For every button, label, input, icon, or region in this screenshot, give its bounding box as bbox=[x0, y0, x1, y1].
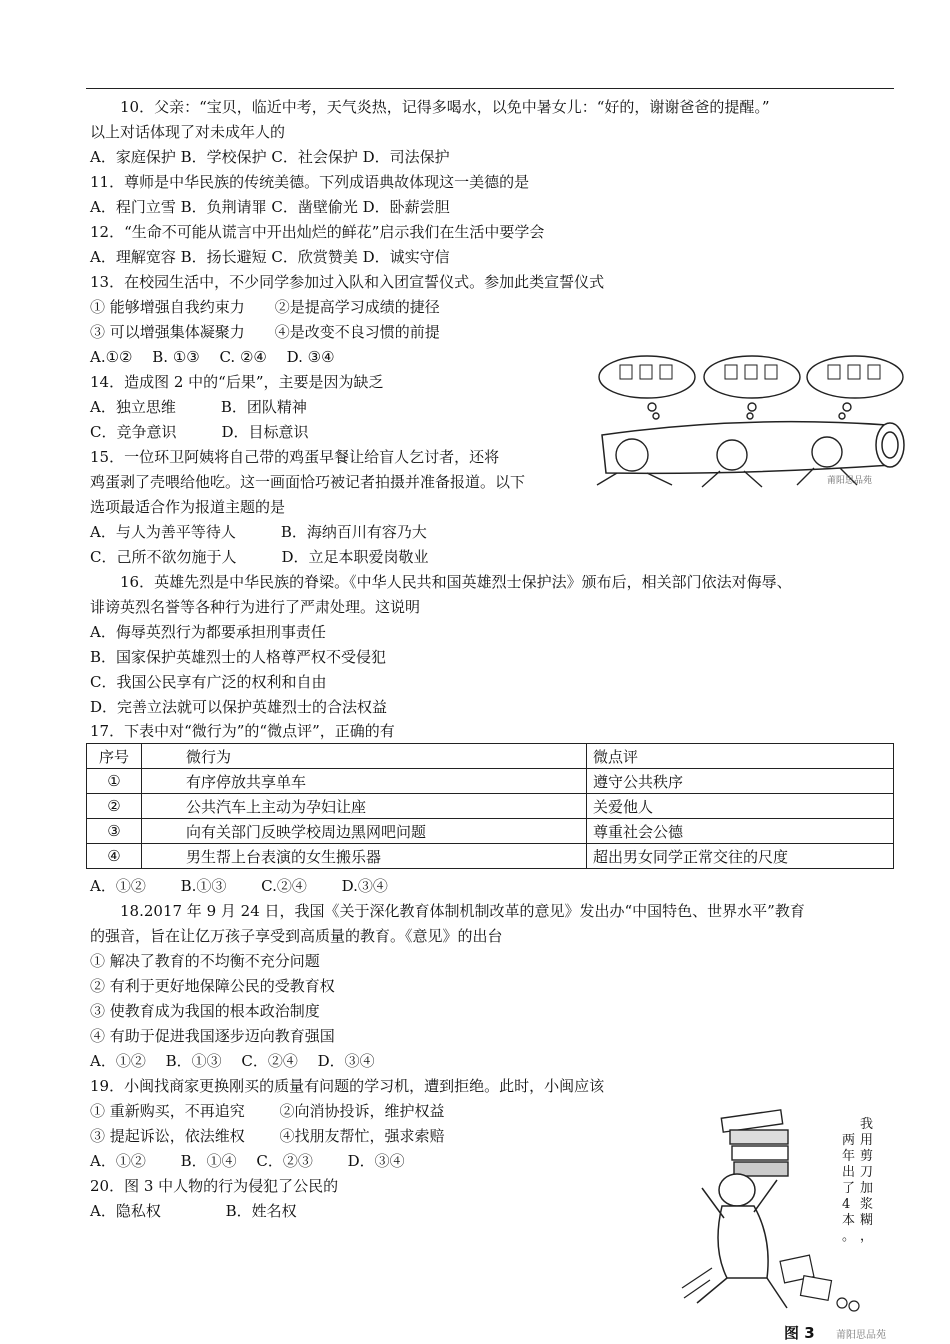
svg-text:，: ， bbox=[860, 1229, 874, 1244]
svg-text:刀: 刀 bbox=[860, 1165, 874, 1180]
q15-stem-1: 15．一位环卫阿姨将自己带的鸡蛋早餐让给盲人乞讨者，还将 bbox=[90, 448, 500, 466]
q17-options: A．①② B.①③ C.②④ D.③④ bbox=[90, 877, 388, 895]
table-cell: 遵守公共秩序 bbox=[587, 769, 894, 794]
svg-text:浆: 浆 bbox=[860, 1197, 874, 1212]
svg-text:加: 加 bbox=[860, 1181, 874, 1196]
q19-item2: ③ 提起诉讼，依法维权 ④找朋友帮忙，强求索赔 bbox=[90, 1127, 445, 1145]
q15-options-1: A．与人为善平等待人 B．海纳百川有容乃大 bbox=[90, 523, 427, 541]
q16-option-c: C．我国公民享有广泛的权利和自由 bbox=[90, 673, 327, 691]
table-cell: 向有关部门反映学校周边黑网吧问题 bbox=[142, 819, 587, 844]
q14-options-1: A．独立思维 B．团队精神 bbox=[90, 398, 307, 416]
svg-text:本: 本 bbox=[842, 1213, 856, 1228]
table-row bbox=[87, 794, 894, 819]
q19-stem: 19．小闽找商家更换刚买的质量有问题的学习机，遭到拒绝。此时，小闽应该 bbox=[90, 1077, 605, 1095]
q16-option-b: B．国家保护英雄烈士的人格尊严权不受侵犯 bbox=[90, 648, 387, 666]
q18-item4: ④ 有助于促进我国逐步迈向教育强国 bbox=[90, 1027, 335, 1045]
q14-stem: 14．造成图 2 中的“后果”，主要是因为缺乏 bbox=[90, 373, 384, 391]
svg-text:。: 。 bbox=[842, 1229, 856, 1244]
q13-stem: 13．在校园生活中，不少同学参加过入队和入团宣誓仪式。参加此类宣誓仪式 bbox=[90, 273, 605, 291]
svg-text:4: 4 bbox=[842, 1197, 851, 1212]
table-cell: 超出男女同学正常交往的尺度 bbox=[587, 844, 894, 869]
figure-2-watermark: 莆阳思品苑 bbox=[827, 476, 873, 486]
speech-text bbox=[842, 1117, 873, 1244]
q16-stem-1: 16．英雄先烈是中华民族的脊梁。《中华人民共和国英雄烈士保护法》颁布后，相关部门依法对侮辱、 bbox=[120, 573, 792, 591]
q20-options: A．隐私权 B．姓名权 bbox=[90, 1202, 297, 1220]
people bbox=[597, 437, 857, 487]
table-cell: 公共汽车上主动为孕妇让座 bbox=[142, 794, 587, 819]
table-cell: ② bbox=[87, 794, 142, 819]
q11-stem: 11．尊师是中华民族的传统美德。下列成语典故体现这一美德的是 bbox=[90, 173, 530, 191]
svg-text:两: 两 bbox=[842, 1133, 856, 1148]
person bbox=[697, 1174, 787, 1308]
q17-table bbox=[86, 743, 894, 869]
q10-stem: 10．父亲：“宝贝，临近中考，天气炎热，记得多喝水，以免中暑女儿：“好的，谢谢爸爸的提醒。” bbox=[120, 98, 770, 116]
table-row bbox=[87, 844, 894, 869]
q13-options: A.①② B. ①③ C. ②④ D. ③④ bbox=[90, 348, 335, 366]
figure-2-cartoon bbox=[592, 355, 918, 490]
q18-item1: ① 解决了教育的不均衡不充分问题 bbox=[90, 952, 320, 970]
q16-option-d: D．完善立法就可以保护英雄烈士的合法权益 bbox=[90, 698, 388, 716]
q10-options: A．家庭保护 B．学校保护 C．社会保护 D．司法保护 bbox=[90, 148, 450, 166]
table-cell: ④ bbox=[87, 844, 142, 869]
table-cell: 关爱他人 bbox=[587, 794, 894, 819]
watermark: 莆阳思品苑 bbox=[836, 1330, 886, 1341]
q19-options: A．①② B．①④ C．②③ D．③④ bbox=[90, 1152, 405, 1170]
q15-stem-3: 选项最适合作为报道主题的是 bbox=[90, 498, 286, 516]
book-stack bbox=[721, 1110, 788, 1176]
header-cell: 微点评 bbox=[587, 744, 894, 769]
svg-text:剪: 剪 bbox=[860, 1149, 874, 1164]
figure-3-cartoon bbox=[672, 1108, 898, 1330]
table-header-row bbox=[87, 744, 894, 769]
svg-text:出: 出 bbox=[842, 1165, 856, 1180]
q18-options: A．①② B．①③ C．②④ D．③④ bbox=[90, 1052, 375, 1070]
q11-options: A．程门立雪 B．负荆请罪 C．凿壁偷光 D．卧薪尝胆 bbox=[90, 198, 450, 216]
svg-text:年: 年 bbox=[842, 1149, 856, 1164]
table-cell: ① bbox=[87, 769, 142, 794]
q14-options-2: C．竞争意识 D．目标意识 bbox=[90, 423, 309, 441]
svg-text:糊: 糊 bbox=[860, 1213, 874, 1228]
q20-stem: 20．图 3 中人物的行为侵犯了公民的 bbox=[90, 1177, 339, 1195]
q19-item1: ① 重新购买，不再追究 ②向消协投诉，维护权益 bbox=[90, 1102, 445, 1120]
header-cell: 序号 bbox=[87, 744, 142, 769]
q10-stem-cont: 以上对话体现了对未成年人的 bbox=[90, 123, 286, 141]
q15-stem-2: 鸡蛋剥了壳喂给他吃。这一画面恰巧被记者拍摄并准备报道。以下 bbox=[90, 473, 526, 491]
q13-item2: ③ 可以增强集体凝聚力 ④是改变不良习惯的前提 bbox=[90, 323, 440, 341]
table-cell: 尊重社会公德 bbox=[587, 819, 894, 844]
log bbox=[602, 422, 904, 474]
table-cell: ③ bbox=[87, 819, 142, 844]
figure-3-caption: 图 3 bbox=[784, 1324, 815, 1342]
q16-stem-2: 诽谤英烈名誉等各种行为进行了严肃处理。这说明 bbox=[90, 598, 421, 616]
svg-text:了: 了 bbox=[842, 1181, 856, 1196]
q16-option-a: A．侮辱英烈行为都要承担刑事责任 bbox=[90, 623, 326, 641]
svg-text:用: 用 bbox=[860, 1133, 874, 1148]
header-rule bbox=[86, 88, 894, 89]
q12-options: A．理解宽容 B．扬长避短 C．欣赏赞美 D．诚实守信 bbox=[90, 248, 450, 266]
q15-options-2: C．己所不欲勿施于人 D．立足本职爱岗敬业 bbox=[90, 548, 429, 566]
q18-item2: ② 有利于更好地保障公民的受教育权 bbox=[90, 977, 335, 995]
table-row bbox=[87, 819, 894, 844]
q18-stem-2: 的强音，旨在让亿万孩子享受到高质量的教育。《意见》的出台 bbox=[90, 927, 503, 945]
q18-stem-1: 18.2017 年 9 月 24 日，我国《关于深化教育体制机制改革的意见》发出办“中国特色、世界水平”教育 bbox=[120, 902, 805, 920]
q12-stem: 12．“生命不可能从谎言中开出灿烂的鲜花”启示我们在生活中要学会 bbox=[90, 223, 545, 241]
q17-stem: 17．下表中对“微行为”的“微点评”，正确的有 bbox=[90, 722, 395, 740]
header-cell: 微行为 bbox=[142, 744, 587, 769]
table-cell: 男生帮上台表演的女生搬乐器 bbox=[142, 844, 587, 869]
table-row bbox=[87, 769, 894, 794]
svg-text:我: 我 bbox=[860, 1117, 874, 1132]
table-cell: 有序停放共享单车 bbox=[142, 769, 587, 794]
q13-item1: ① 能够增强自我约束力 ②是提高学习成绩的捷径 bbox=[90, 298, 440, 316]
q18-item3: ③ 使教育成为我国的根本政治制度 bbox=[90, 1002, 320, 1020]
